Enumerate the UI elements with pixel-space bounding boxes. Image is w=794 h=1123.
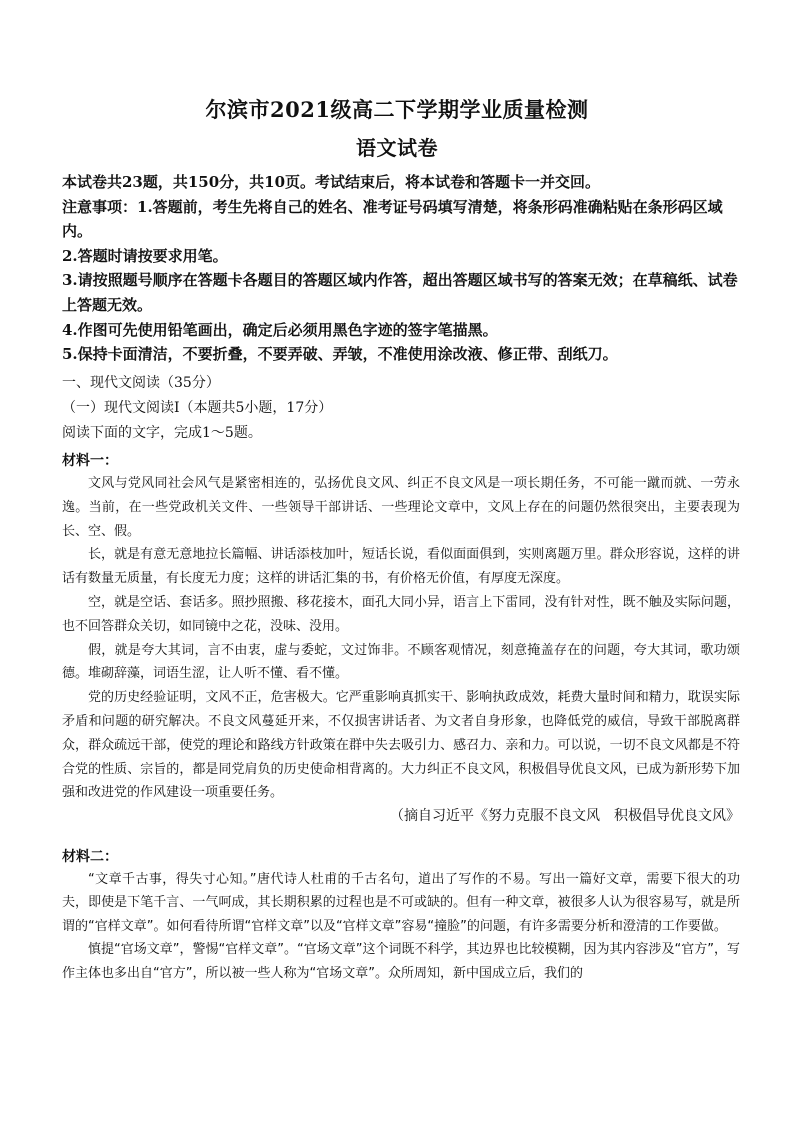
instruction-line: 2.答题时请按要求用笔。 [62, 246, 228, 265]
exam-instructions [62, 170, 742, 367]
paragraph: 假，就是夸大其词，言不由衷，虚与委蛇，文过饰非。不顾客观情况，刻意掩盖存在的问题，夸大其词，歌功颂德。堆砌辞藻，词语生涩，让人听不懂、看不懂。 [62, 642, 740, 682]
section-subheading: （一）现代文阅读I（本题共5小题，17分） [62, 400, 333, 416]
exam-title: 尔滨市2021级高二下学期学业质量检测 [205, 97, 589, 122]
material-one-label: 材料一： [62, 453, 118, 469]
section-heading: 一、现代文阅读（35分） [62, 375, 220, 391]
paragraph: 长，就是有意无意地拉长篇幅、讲话添枝加叶，短话长说，看似面面俱到，实则离题万里。群众形容说，这样的讲话有数量无质量，有长度无力度；这样的讲话汇集的书，有价格无价值，有厚度无深度。 [62, 547, 740, 587]
instruction-line: 本试卷共23题，共150分，共10页。考试结束后，将本试卷和答题卡一并交回。 [62, 173, 601, 191]
paragraph: 慎提“官场文章”，警惕“官样文章”。“官场文章”这个词既不科学，其边界也比较模糊，因为其内容涉及“官方”，写作主体也多出自“官方”，所以被一些人称为“官场文章”。众所周知，新中国成立后，我们的 [62, 942, 740, 981]
paragraph: 党的历史经验证明，文风不正，危害极大。它严重影响真抓实干、影响执政成效，耗费大量时间和精力，耽误实际矛盾和问题的研究解决。不良文风蔓延开来，不仅损害讲话者、为文者自身形象，也降低党的威信，导致干部脱离群众，群众疏远干部，使党的理论和路线方针政策在群中失去吸引力、感召力、亲和力。可以说，一切不良文风都是不符合党的性质、宗旨的，都是同党肩负的历史使命相背离的。大力纠正不良文风，积极倡导优良文风，已成为新形势下加强和改进党的作风建设一项重要任务。 [62, 690, 740, 801]
exam-subtitle: 语文试卷 [356, 136, 438, 160]
instruction-line: 5.保持卡面清洁，不要折叠，不要弄破、弄皱，不准使用涂改液、修正带、刮纸刀。 [62, 345, 618, 364]
instruction-line: 4.作图可先使用铅笔画出，确定后必须用黑色字迹的签字笔描黑。 [62, 320, 498, 339]
section-prompt: 阅读下面的文字，完成1～5题。 [62, 425, 262, 441]
instruction-line: 注意事项：1.答题前，考生先将自己的姓名、准考证号码填写清楚，将条形码准确粘贴在条形码区域内。 [62, 197, 723, 241]
material-two-body [62, 868, 740, 985]
material-one-body [62, 472, 740, 829]
material-one-source: （摘自习近平《努力克服不良文风 积极倡导优良文风》 [390, 808, 740, 825]
material-two-label: 材料二： [62, 849, 118, 865]
paragraph: 空，就是空话、套话多。照抄照搬、移花接木，面孔大同小异，语言上下雷同，没有针对性，既不触及实际问题，也不回答群众关切，如同镜中之花，没味、没用。 [62, 594, 740, 634]
paragraph: “文章千古事，得失寸心知。”唐代诗人杜甫的千古名句，道出了写作的不易。写出一篇好文章，需要下很大的功夫，即使是下笔千言、一气呵成，其长期积累的过程也是不可或缺的。但有一种文章，被很多人认为很容易写，就是所谓的“官样文章”。如何看待所谓“官样文章”以及“官样文章”容易“撞脸”的问题，有许多需要分析和澄清的工作要做。 [62, 872, 740, 934]
instruction-line: 3.请按照题号顺序在答题卡各题目的答题区域内作答，超出答题区域书写的答案无效；在草稿纸、试卷上答题无效。 [62, 271, 738, 314]
paragraph: 文风与党风同社会风气是紧密相连的，弘扬优良文风、纠正不良文风是一项长期任务，不可能一蹴而就、一劳永逸。当前，在一些党政机关文件、一些领导干部讲话、一些理论文章中，文风上存在的问题仍然很突出，主要表现为长、空、假。 [62, 476, 740, 539]
